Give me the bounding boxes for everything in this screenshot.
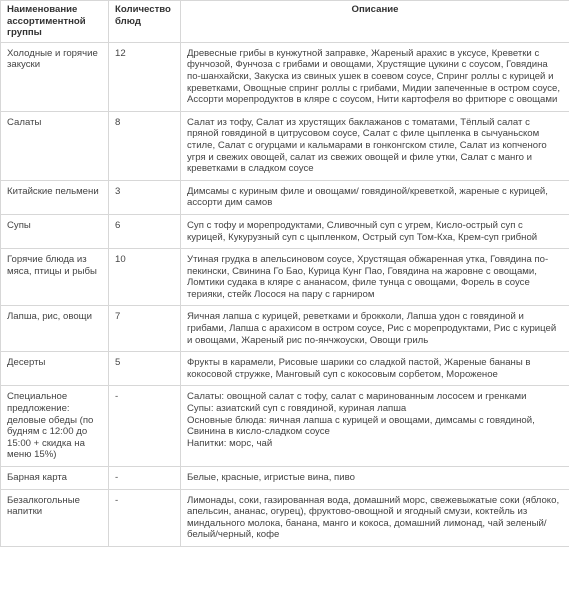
header-dish-count: Количество блюд bbox=[109, 1, 181, 43]
table-header-row bbox=[1, 1, 569, 43]
group-name-cell: Барная карта bbox=[1, 467, 109, 490]
dish-count-cell: 8 bbox=[109, 111, 181, 180]
description-cell: Фрукты в карамели, Рисовые шарики со сладкой пастой, Жареные бананы в кокосовой стружке, Манговый суп с кокосовым сорбетом, Мороженое bbox=[181, 352, 569, 386]
dish-count-cell: 6 bbox=[109, 214, 181, 248]
description-cell: Яичная лапша с курицей, реветками и брокколи, Лапша удон с говядиной и грибами, Лапша с арахисом в остром соусе, Рис с морепродуктами, Рис с курицей и овощами, Жареный рис по-янчжоуски, Овощи гриль bbox=[181, 306, 569, 352]
table-row bbox=[1, 489, 569, 546]
description-cell: Суп с тофу и морепродуктами, Сливочный суп с угрем, Кисло-острый суп с курицей, Кукурузный суп с цыпленком, Острый суп Том-Кха, Крем-суп грибной bbox=[181, 214, 569, 248]
table-row bbox=[1, 352, 569, 386]
dish-count-cell: - bbox=[109, 489, 181, 546]
group-name-cell: Китайские пельмени bbox=[1, 180, 109, 214]
dish-count-cell: 7 bbox=[109, 306, 181, 352]
description-cell: Димсамы с куриным филе и овощами/ говядиной/креветкой, жареные с курицей, ассорти дим самов bbox=[181, 180, 569, 214]
table-body bbox=[1, 42, 569, 546]
description-cell: Лимонады, соки, газированная вода, домашний морс, свежевыжатые соки (яблоко, апельсин, ананас, огурец), фруктово-овощной и ягодный смузи, коктейль из миндального молока, банана, манго и кокоса, домашний лимонад, чай зеленый/белый/черный, кофе bbox=[181, 489, 569, 546]
dish-count-cell: 5 bbox=[109, 352, 181, 386]
header-group-name: Наименование ассортиментной группы bbox=[1, 1, 109, 43]
table-row bbox=[1, 42, 569, 111]
description-cell: Утиная грудка в апельсиновом соусе, Хрустящая обжаренная утка, Говядина по-пекински, Свинина Го Бао, Курица Кунг Пао, Говядина на жаровне с овощами, Ломтики судака в кляре с ананасом, филе тунца с овощами, Форель в соусе терияки, стейк Лосося на пару с гарниром bbox=[181, 249, 569, 306]
table-row bbox=[1, 467, 569, 490]
dish-count-cell: 3 bbox=[109, 180, 181, 214]
group-name-cell: Лапша, рис, овощи bbox=[1, 306, 109, 352]
table-row bbox=[1, 306, 569, 352]
dish-count-cell: - bbox=[109, 467, 181, 490]
group-name-cell: Холодные и горячие закуски bbox=[1, 42, 109, 111]
table-row bbox=[1, 214, 569, 248]
table-row bbox=[1, 111, 569, 180]
description-cell: Салат из тофу, Салат из хрустящих баклажанов с томатами, Тёплый салат с пряной говядиной в цитрусовом соусе, Салат с филе цыпленка в сычуаньском стиле, Салат с огурцами и кальмарами в гонконгском стиле, Салат из копченого угря и свежих овощей, салат из свежих овощей и филе утки, Салат с манго и креветками в сладком соусе bbox=[181, 111, 569, 180]
description-cell: Белые, красные, игристые вина, пиво bbox=[181, 467, 569, 490]
group-name-cell: Специальное предложение: деловые обеды (по будням с 12:00 до 15:00 + скидка на меню 15%) bbox=[1, 386, 109, 467]
description-cell: Древесные грибы в кунжутной заправке, Жареный арахис в уксусе, Креветки с фунчозой, Фунчоза с грибами и овощами, Хрустящие цукини с соусом, Говядина по-шанхайски, Закуска из свиных ушек в соевом соусе, Спринг роллы с курицей и креветками, Овощные спринг роллы с грибами, Мидии запеченные в остром соусе, Ассорти морепродуктов в кляре с соусом, Нити картофеля во фритюре с овощами bbox=[181, 42, 569, 111]
group-name-cell: Десерты bbox=[1, 352, 109, 386]
table-row bbox=[1, 180, 569, 214]
group-name-cell: Салаты bbox=[1, 111, 109, 180]
header-description: Описание bbox=[181, 1, 569, 43]
group-name-cell: Безалкогольные напитки bbox=[1, 489, 109, 546]
dish-count-cell: 10 bbox=[109, 249, 181, 306]
group-name-cell: Горячие блюда из мяса, птицы и рыбы bbox=[1, 249, 109, 306]
dish-count-cell: - bbox=[109, 386, 181, 467]
group-name-cell: Супы bbox=[1, 214, 109, 248]
table-row bbox=[1, 249, 569, 306]
description-cell: Салаты: овощной салат с тофу, салат с маринованным лососем и гренками Супы: азиатский суп с говядиной, куриная лапша Основные блюда: яичная лапша с курицей и овощами, димсамы с говядиной, Свинина в кисло-сладком соусе Напитки: морс, чай bbox=[181, 386, 569, 467]
dish-count-cell: 12 bbox=[109, 42, 181, 111]
table-row bbox=[1, 386, 569, 467]
